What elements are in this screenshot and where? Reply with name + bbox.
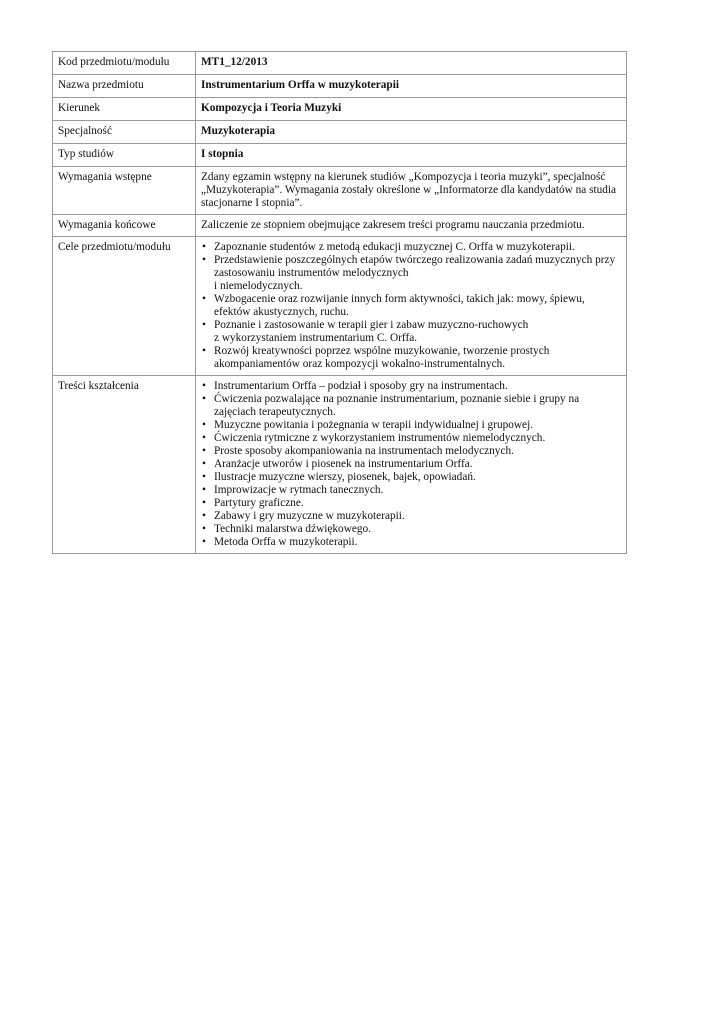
course-objectives-label: Cele przedmiotu/modułu <box>53 237 196 376</box>
list-item: • Techniki malarstwa dźwiękowego. <box>214 523 621 536</box>
course-code-value: MT1_12/2013 <box>196 52 627 75</box>
row-specialization <box>53 121 627 144</box>
list-item: • Muzyczne powitania i pożegnania w terapii indywidualnej i grupowej. <box>214 419 621 432</box>
list-item: • Poznanie i zastosowanie w terapii gier i zabaw muzyczno-ruchowych z wykorzystaniem instrumentarium C. Orffa. <box>214 319 621 345</box>
study-type-value: I stopnia <box>196 144 627 167</box>
list-item: • Zabawy i gry muzyczne w muzykoterapii. <box>214 510 621 523</box>
list-item: • Partytury graficzne. <box>214 497 621 510</box>
list-item: • Metoda Orffa w muzykoterapii. <box>214 536 621 549</box>
row-final-requirements <box>53 215 627 237</box>
course-name-label: Nazwa przedmiotu <box>53 75 196 98</box>
prerequisites-value: Zdany egzamin wstępny na kierunek studiów „Kompozycja i teoria muzyki”, specjalność „Muzykoterapia”. Wymagania zostały określone w „Informatorze dla kandydatów na studia stacjonarne I stopnia”. <box>196 167 627 215</box>
specialization-value: Muzykoterapia <box>196 121 627 144</box>
row-prerequisites <box>53 167 627 215</box>
list-item: • Zapoznanie studentów z metodą edukacji muzycznej C. Orffa w muzykoterapii. <box>214 241 621 254</box>
row-study-type <box>53 144 627 167</box>
list-item: • Instrumentarium Orffa – podział i sposoby gry na instrumentach. <box>214 380 621 393</box>
list-item: • Rozwój kreatywności poprzez wspólne muzykowanie, tworzenie prostych akompaniamentów oraz kompozycji wokalno-instrumentalnych. <box>214 345 621 371</box>
course-content-label: Treści kształcenia <box>53 376 196 554</box>
list-item: • Przedstawienie poszczególnych etapów twórczego realizowania zadań muzycznych przy zastosowaniu instrumentów melodycznych i niemelodycznych. <box>214 254 621 293</box>
row-field-of-study <box>53 98 627 121</box>
list-item: • Ćwiczenia rytmiczne z wykorzystaniem instrumentów niemelodycznych. <box>214 432 621 445</box>
course-content-list <box>201 380 621 549</box>
course-objectives-list <box>201 241 621 371</box>
final-requirements-label: Wymagania końcowe <box>53 215 196 237</box>
field-of-study-value: Kompozycja i Teoria Muzyki <box>196 98 627 121</box>
row-course-content <box>53 376 627 554</box>
list-item: • Aranżacje utworów i piosenek na instrumentarium Orffa. <box>214 458 621 471</box>
row-course-code <box>53 52 627 75</box>
list-item: • Ćwiczenia pozwalające na poznanie instrumentarium, poznanie siebie i grupy na zajęciach terapeutycznych. <box>214 393 621 419</box>
row-course-name <box>53 75 627 98</box>
syllabus-page <box>52 51 615 554</box>
syllabus-table <box>52 51 627 554</box>
course-objectives-value <box>196 237 627 376</box>
field-of-study-label: Kierunek <box>53 98 196 121</box>
course-content-value <box>196 376 627 554</box>
list-item: • Ilustracje muzyczne wierszy, piosenek, bajek, opowiadań. <box>214 471 621 484</box>
list-item: • Wzbogacenie oraz rozwijanie innych form aktywności, takich jak: mowy, śpiewu, efektów akustycznych, ruchu. <box>214 293 621 319</box>
prerequisites-label: Wymagania wstępne <box>53 167 196 215</box>
course-name-value: Instrumentarium Orffa w muzykoterapii <box>196 75 627 98</box>
final-requirements-value: Zaliczenie ze stopniem obejmujące zakresem treści programu nauczania przedmiotu. <box>196 215 627 237</box>
study-type-label: Typ studiów <box>53 144 196 167</box>
list-item: • Improwizacje w rytmach tanecznych. <box>214 484 621 497</box>
list-item: • Proste sposoby akompaniowania na instrumentach melodycznych. <box>214 445 621 458</box>
specialization-label: Specjalność <box>53 121 196 144</box>
course-code-label: Kod przedmiotu/modułu <box>53 52 196 75</box>
row-course-objectives <box>53 237 627 376</box>
